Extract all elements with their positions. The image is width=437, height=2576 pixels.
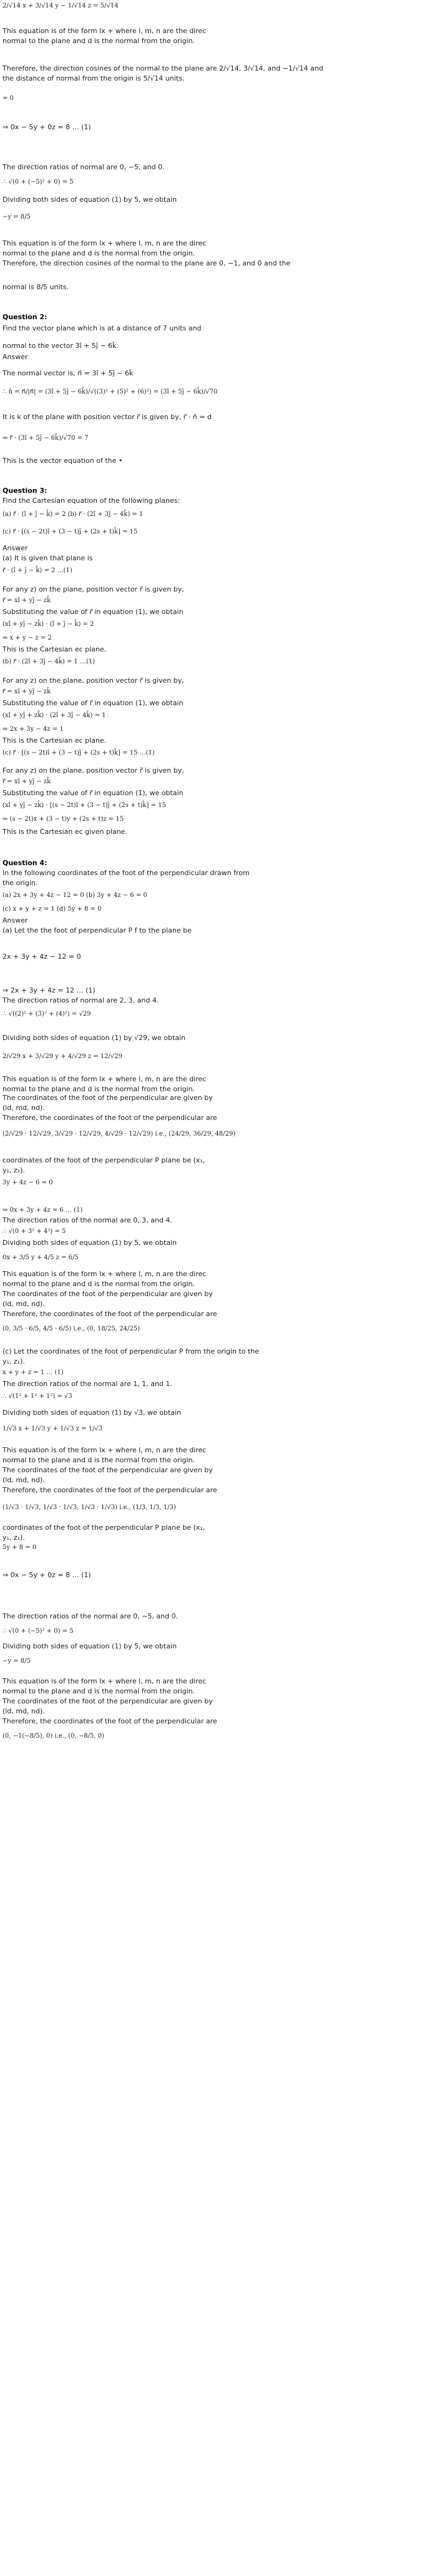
text-line: (ld, md, nd). — [2, 1104, 45, 1112]
question-heading: Question 2: — [2, 313, 47, 321]
text-line: Find the vector plane which is at a distance of 7 units and — [2, 324, 202, 332]
text-line: The coordinates of the foot of the perpendicular are given by — [2, 1466, 213, 1474]
text-line: This is the vector equation of the • — [2, 457, 123, 465]
text-line: Answer — [2, 353, 28, 361]
text-line: In the following coordinates of the foot of the perpendicular drawn from — [2, 869, 250, 877]
math-expression: 3y + 4z − 6 = 0 — [2, 1179, 53, 1186]
text-line: The direction ratios of the normal are 0, 3, and 4. — [2, 1216, 172, 1224]
math-expression: ⇒ (s − 2t)x + (3 − t)y + (2s + t)z = 15 — [2, 816, 124, 823]
text-line: For any z) on the plane, position vector r⃗ is given by, — [2, 676, 184, 685]
text-line: y₁, z₁). — [2, 1166, 25, 1174]
text-line: (c) Let the coordinates of the foot of perpendicular P from the origin to the — [2, 1347, 260, 1355]
math-expression: (1/√3 · 1/√3, 1/√3 · 1/√3, 1/√3 · 1/√3) i.e., (1/3, 1/3, 1/3) — [2, 1504, 176, 1511]
math-expression: 2/√14 x + 3/√14 y − 1/√14 z = 5/√14 — [2, 2, 119, 9]
math-expression: r⃗ = xî + yĵ − zk̂ — [2, 597, 51, 604]
math-expression: r⃗ = xî + yĵ − zk̂ — [2, 688, 51, 695]
math-expression: (2/√29 · 12/√29, 3/√29 · 12/√29, 4/√29 · 12/√29) i.e., (24/29, 36/29, 48/29) — [2, 1131, 236, 1137]
math-expression: (xî + yĵ − zk̂) · (î + ĵ − k̂) = 2 — [2, 621, 94, 628]
text-line: Dividing both sides of equation (1) by 5, we obtain — [2, 1642, 177, 1650]
math-expression: (b) r⃗ · (2î + 3ĵ − 4k̂) = 1 …(1) — [2, 658, 96, 665]
text-line: ⇒ 0x − 5y + 0z = 8 … (1) — [2, 1571, 91, 1579]
questions-2-3 — [0, 387, 437, 1093]
text-line: This is the Cartesian ec given plane. — [2, 828, 127, 836]
text-line: This equation is of the form lx + where l, m, n are the direc — [2, 1270, 207, 1278]
text-line: normal to the plane and d is the normal from the origin. — [2, 37, 195, 45]
question-heading: Question 4: — [2, 859, 47, 867]
text-line: This is the Cartesian ec plane. — [2, 736, 107, 745]
math-expression: r⃗ · (î + ĵ − k̂) = 2 …(1) — [2, 567, 72, 574]
math-expression: ∴ √(0 + (−5)² + 0) = 5 — [2, 1628, 74, 1635]
text-line: the origin. — [2, 879, 38, 887]
math-expression: r⃗ = xî + yĵ − zk̂ — [2, 778, 51, 785]
math-expression: ⇒ 2x + 3y − 4z = 1 — [2, 726, 64, 733]
math-expression: x + y + z = 1 … (1) — [2, 1369, 64, 1376]
text-line: normal to the plane and d is the normal from the origin. — [2, 1280, 195, 1288]
text-line: The normal vector is, n⃗ = 3î + 5ĵ − 6k̂ — [2, 369, 134, 377]
text-line: This equation is of the form lx + where l, m, n are the direc — [2, 1075, 207, 1083]
math-expression: (a) r⃗ · (î + ĵ − k̂) = 2 (b) r⃗ · (2î + 3ĵ − 4k̂) = 1 — [2, 511, 144, 518]
math-expression: (a) 2x + 3y + 4z − 12 = 0 (b) 3y + 4z − 6 = 0 — [2, 892, 147, 899]
text-line: Substituting the value of r⃗ in equation (1), we obtain — [2, 699, 184, 707]
text-line: Therefore, the coordinates of the foot of the perpendicular are — [2, 1310, 217, 1318]
text-line: normal to the plane and d is the normal from the origin. — [2, 249, 195, 257]
math-expression: 0x + 3/5 y + 4/5 z = 6/5 — [2, 1254, 79, 1261]
math-expression: (xî + yĵ − zk̂) · [(s − 2t)î + (3 − t)ĵ + (2s + t)k̂] = 15 — [2, 802, 166, 809]
math-expression: ⇒ 0x + 3y + 4z = 6 … (1) — [2, 1207, 83, 1214]
math-expression: ∴ n̂ = n⃗/|n⃗| = (3î + 5ĵ − 6k̂)/√((3)² + (5)² + (6)²) = (3î + 5ĵ − 6k̂)/√70 — [2, 389, 218, 395]
math-expression: ∴ √(0 + 3² + 4²) = 5 — [2, 1228, 66, 1235]
math-expression: −y = 8/5 — [2, 1658, 31, 1665]
math-expression: ⇒ r⃗ · (3î + 5ĵ − 6k̂)/√70 = 7 — [2, 435, 89, 442]
text-line: y₁, z₁). — [2, 1357, 25, 1365]
text-line: (ld, md, nd). — [2, 1707, 45, 1715]
text-line: ⇒ 0x − 5y + 0z = 8 … (1) — [2, 123, 91, 131]
text-line: This equation is of the form lx + where l, m, n are the direc — [2, 239, 207, 247]
text-line: Dividing both sides of equation (1) by 5, we obtain — [2, 1239, 177, 1247]
math-expression: (c) r⃗ · [(s − 2t)î + (3 − t)ĵ + (2s + t)k̂] = 15 …(1) — [2, 750, 155, 756]
text-line: Therefore, the direction cosines of the normal to the plane are 2/√14, 3/√14, and −1/√14 and — [2, 64, 323, 72]
text-line: (ld, md, nd). — [2, 1300, 45, 1308]
text-line: This equation is of the form lx + where l, m, n are the direc — [2, 1446, 207, 1454]
text-line: This equation is of the form lx + where l, m, n are the direc — [2, 27, 207, 35]
text-line: Substituting the value of r⃗ in equation (1), we obtain — [2, 789, 184, 797]
text-line: For any z) on the plane, position vector r⃗ is given by, — [2, 766, 184, 775]
math-expression: (0, −1(−8/5), 0) i.e., (0, −8/5, 0) — [2, 1733, 104, 1740]
text-line: Answer — [2, 544, 28, 552]
text-line: The direction ratios of the normal are 0, −5, and 0. — [2, 1612, 179, 1620]
question-heading: Question 3: — [2, 487, 47, 495]
text-line: (a) It is given that plane is — [2, 554, 93, 562]
math-expression: ⇒ x + y − z = 2 — [2, 635, 52, 642]
text-line: the distance of normal from the origin is 5/√14 units. — [2, 74, 185, 82]
math-expression: (c) r⃗ · [(s − 2t)î + (3 − t)ĵ + (2s + t)k̂] = 15 — [2, 528, 138, 535]
math-expression: 2/√29 x + 3/√29 y + 4/√29 z = 12/√29 — [2, 1053, 122, 1060]
text-line: Answer — [2, 916, 28, 924]
text-line: This equation is of the form lx + where l, m, n are the direc — [2, 1677, 207, 1685]
text-line: Therefore, the direction cosines of the normal to the plane are 0, −1, and 0 and the — [2, 259, 291, 267]
text-line: For any z) on the plane, position vector r⃗ is given by, — [2, 585, 184, 593]
math-expression: −y = 8/5 — [2, 214, 31, 220]
math-expression: ∴ √(1² + 1² + 1²) = √3 — [2, 1393, 72, 1400]
math-expression: ∴ √(0 + (−5)² + 0) = 5 — [2, 179, 74, 186]
math-expression: = 0 — [2, 95, 14, 102]
text-line: normal to the plane and d is the normal from the origin. — [2, 1687, 195, 1695]
text-line: normal to the plane and d is the normal from the origin. — [2, 1456, 195, 1464]
math-expression: 5y + 8 = 0 — [2, 1544, 37, 1551]
text-line: Dividing both sides of equation (1) by √3, we obtain — [2, 1409, 182, 1417]
text-line: Dividing both sides of equation (1) by √29, we obtain — [2, 1034, 186, 1042]
question-4-body — [0, 1093, 437, 1818]
text-line: Find the Cartesian equation of the following planes: — [2, 497, 180, 505]
text-line: 2x + 3y + 4z − 12 = 0 — [2, 953, 81, 961]
text-line: The direction ratios of normal are 0, −5, and 0. — [2, 163, 165, 171]
text-line: Therefore, the coordinates of the foot of the perpendicular are — [2, 1114, 217, 1122]
text-line: (ld, md, nd). — [2, 1476, 45, 1484]
math-expression: (0, 3/5 · 6/5, 4/5 · 6/5) i.e., (0, 18/25, 24/25) — [2, 1325, 140, 1332]
math-expression: 1/√3 x + 1/√3 y + 1/√3 z = 1/√3 — [2, 1425, 103, 1432]
text-line: Therefore, the coordinates of the foot of the perpendicular are — [2, 1486, 217, 1494]
math-expression: (xî + yĵ + zk̂) · (2î + 3ĵ − 4k̂) = 1 — [2, 712, 106, 719]
text-line: The coordinates of the foot of the perpendicular are given by — [2, 1094, 213, 1102]
math-expression: (c) x + y + z = 1 (d) 5y + 8 = 0 — [2, 906, 102, 913]
text-line: normal is 8/5 units. — [2, 283, 69, 291]
text-line: ⇒ 2x + 3y + 4z = 12 … (1) — [2, 986, 96, 994]
text-line: coordinates of the foot of the perpendicular P plane be (x₁, — [2, 1156, 205, 1164]
text-line: The coordinates of the foot of the perpendicular are given by — [2, 1290, 213, 1298]
text-line: normal to the plane and d is the normal from the origin. — [2, 1085, 195, 1093]
question-1-tail — [0, 0, 437, 387]
text-line: The direction ratios of the normal are 1, 1, and 1. — [2, 1380, 172, 1388]
text-line: y₁, z₁). — [2, 1533, 25, 1542]
text-line: The coordinates of the foot of the perpendicular are given by — [2, 1697, 213, 1705]
text-line: (a) Let the the foot of perpendicular P f to the plane be — [2, 926, 192, 934]
text-line: The direction ratios of normal are 2, 3, and 4. — [2, 996, 159, 1004]
text-line: This is the Cartesian ec plane. — [2, 645, 107, 653]
text-line: Substituting the value of r⃗ in equation (1), we obtain — [2, 608, 184, 616]
text-line: normal to the vector 3î + 5ĵ − 6k̂. — [2, 342, 119, 350]
text-line: It is k of the plane with position vector r⃗ is given by, r⃗ · n̂ = d — [2, 413, 212, 421]
text-line: Dividing both sides of equation (1) by 5, we obtain — [2, 196, 177, 204]
math-expression: ∴ √((2)² + (3)² + (4)²) = √29 — [2, 1011, 91, 1018]
text-line: Therefore, the coordinates of the foot of the perpendicular are — [2, 1717, 217, 1725]
text-line: coordinates of the foot of the perpendicular P plane be (x₁, — [2, 1523, 205, 1532]
